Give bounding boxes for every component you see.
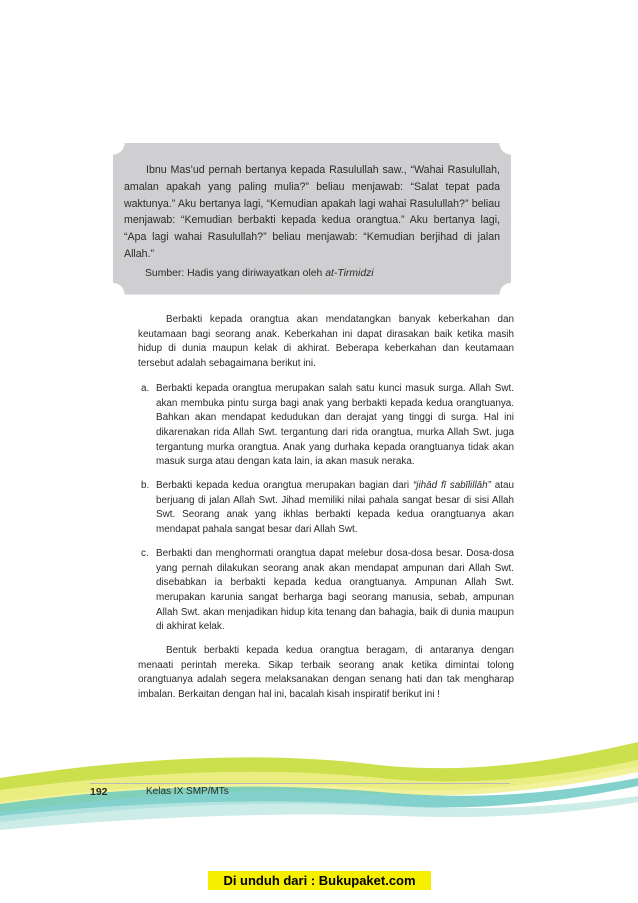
list-item: [138, 547, 514, 635]
list-item: [138, 382, 514, 470]
download-banner[interactable]: Di unduh dari : Bukupaket.com: [208, 871, 431, 890]
italic-term: “jihād fī sabīlillāh”: [412, 480, 491, 492]
closing-paragraph: Bentuk berbakti kepada kedua orangtua beragam, di antaranya dengan menaati perintah mereka. Sikap terbaik seorang anak ketika dimintai tolong orangtuanya adalah segera melaksanakan dengan senang hati dan tak mengharap imbalan. Berkaitan dengan hal ini, bacalah kisah inspiratif berikut ini !: [138, 645, 514, 701]
virtues-list: [138, 382, 514, 635]
main-text: [138, 313, 514, 703]
book-title: Kelas IX SMP/MTs: [146, 786, 229, 797]
footer-divider: [90, 783, 510, 784]
page-number: 192: [90, 786, 108, 798]
list-item-text: Berbakti kepada kedua orangtua merupakan bagian dari “jihād fī sabīlillāh” atau berjuang di jalan Allah Swt. Jihad memiliki nilai pahala sangat besar di sisi Allah Swt. Seorang anak yang ikhlas berbakti kepada kedua orangtuanya akan mendapat pahala sangat besar dari Allah Swt.: [156, 480, 514, 536]
decorative-wave: [0, 720, 638, 830]
list-item: [138, 479, 514, 538]
intro-paragraph: Berbakti kepada orangtua akan mendatangkan banyak keberkahan dan keutamaan bagi seorang anak. Keberkahan ini dapat dirasakan baik ketika masih hidup di dunia maupun kelak di akhirat. Beberapa keberkahan dan keutamaan tersebut adalah sebagaimana berikut ini.: [138, 314, 514, 370]
source-name: at-Tirmidzi: [325, 268, 374, 279]
list-marker: a.: [141, 382, 150, 394]
hadith-quote-text: Ibnu Mas’ud pernah bertanya kepada Rasulullah saw., “Wahai Rasulullah, amalan apakah yang paling mulia?” beliau menjawab: “Salat tepat pada waktunya.” Aku bertanya lagi, “Kemudian apakah lagi wahai Rasulullah?” beliau menjawab: “Kemudian berbakti kepada kedua orangtua.” Aku bertanya lagi, “Apa lagi wahai Rasulullah?” beliau menjawab: “Kemudian berjihad di jalan Allah.”: [124, 164, 500, 260]
quote-source: Sumber: Hadis yang diriwayatkan oleh at-Tirmidzi: [145, 268, 374, 279]
hadith-quote: [124, 162, 500, 263]
list-item-text: Berbakti dan menghormati orangtua dapat melebur dosa-dosa besar. Dosa-dosa yang pernah dilakukan seorang anak akan mendapat ampunan dari Allah Swt. disebabkan ia berbakti kepada kedua orangtuanya. Ampunan Allah Swt. merupakan karunia sangat berharga bagi seorang manusia, sebab, ampunan Allah Swt. akan menjadikan hidup kita tenang dan bahagia, baik di dunia maupun di akhirat kelak.: [156, 547, 514, 633]
list-marker: c.: [141, 547, 149, 559]
list-item-text: Berbakti kepada orangtua merupakan salah satu kunci masuk surga. Allah Swt. akan membuka pintu surga bagi anak yang berbakti kepada kedua orangtuanya. Bahkan akan mendapat kedudukan dan derajat yang tinggi di surga. Hal ini dikarenakan rida Allah Swt. tergantung dari rida orangtua, murka Allah Swt. juga tergantung murka orangtua. Anak yang durhaka kepada orangtuanya tidak akan masuk surga atau dengan kata lain, ia akan masuk neraka.: [156, 382, 514, 468]
list-marker: b.: [141, 480, 150, 492]
